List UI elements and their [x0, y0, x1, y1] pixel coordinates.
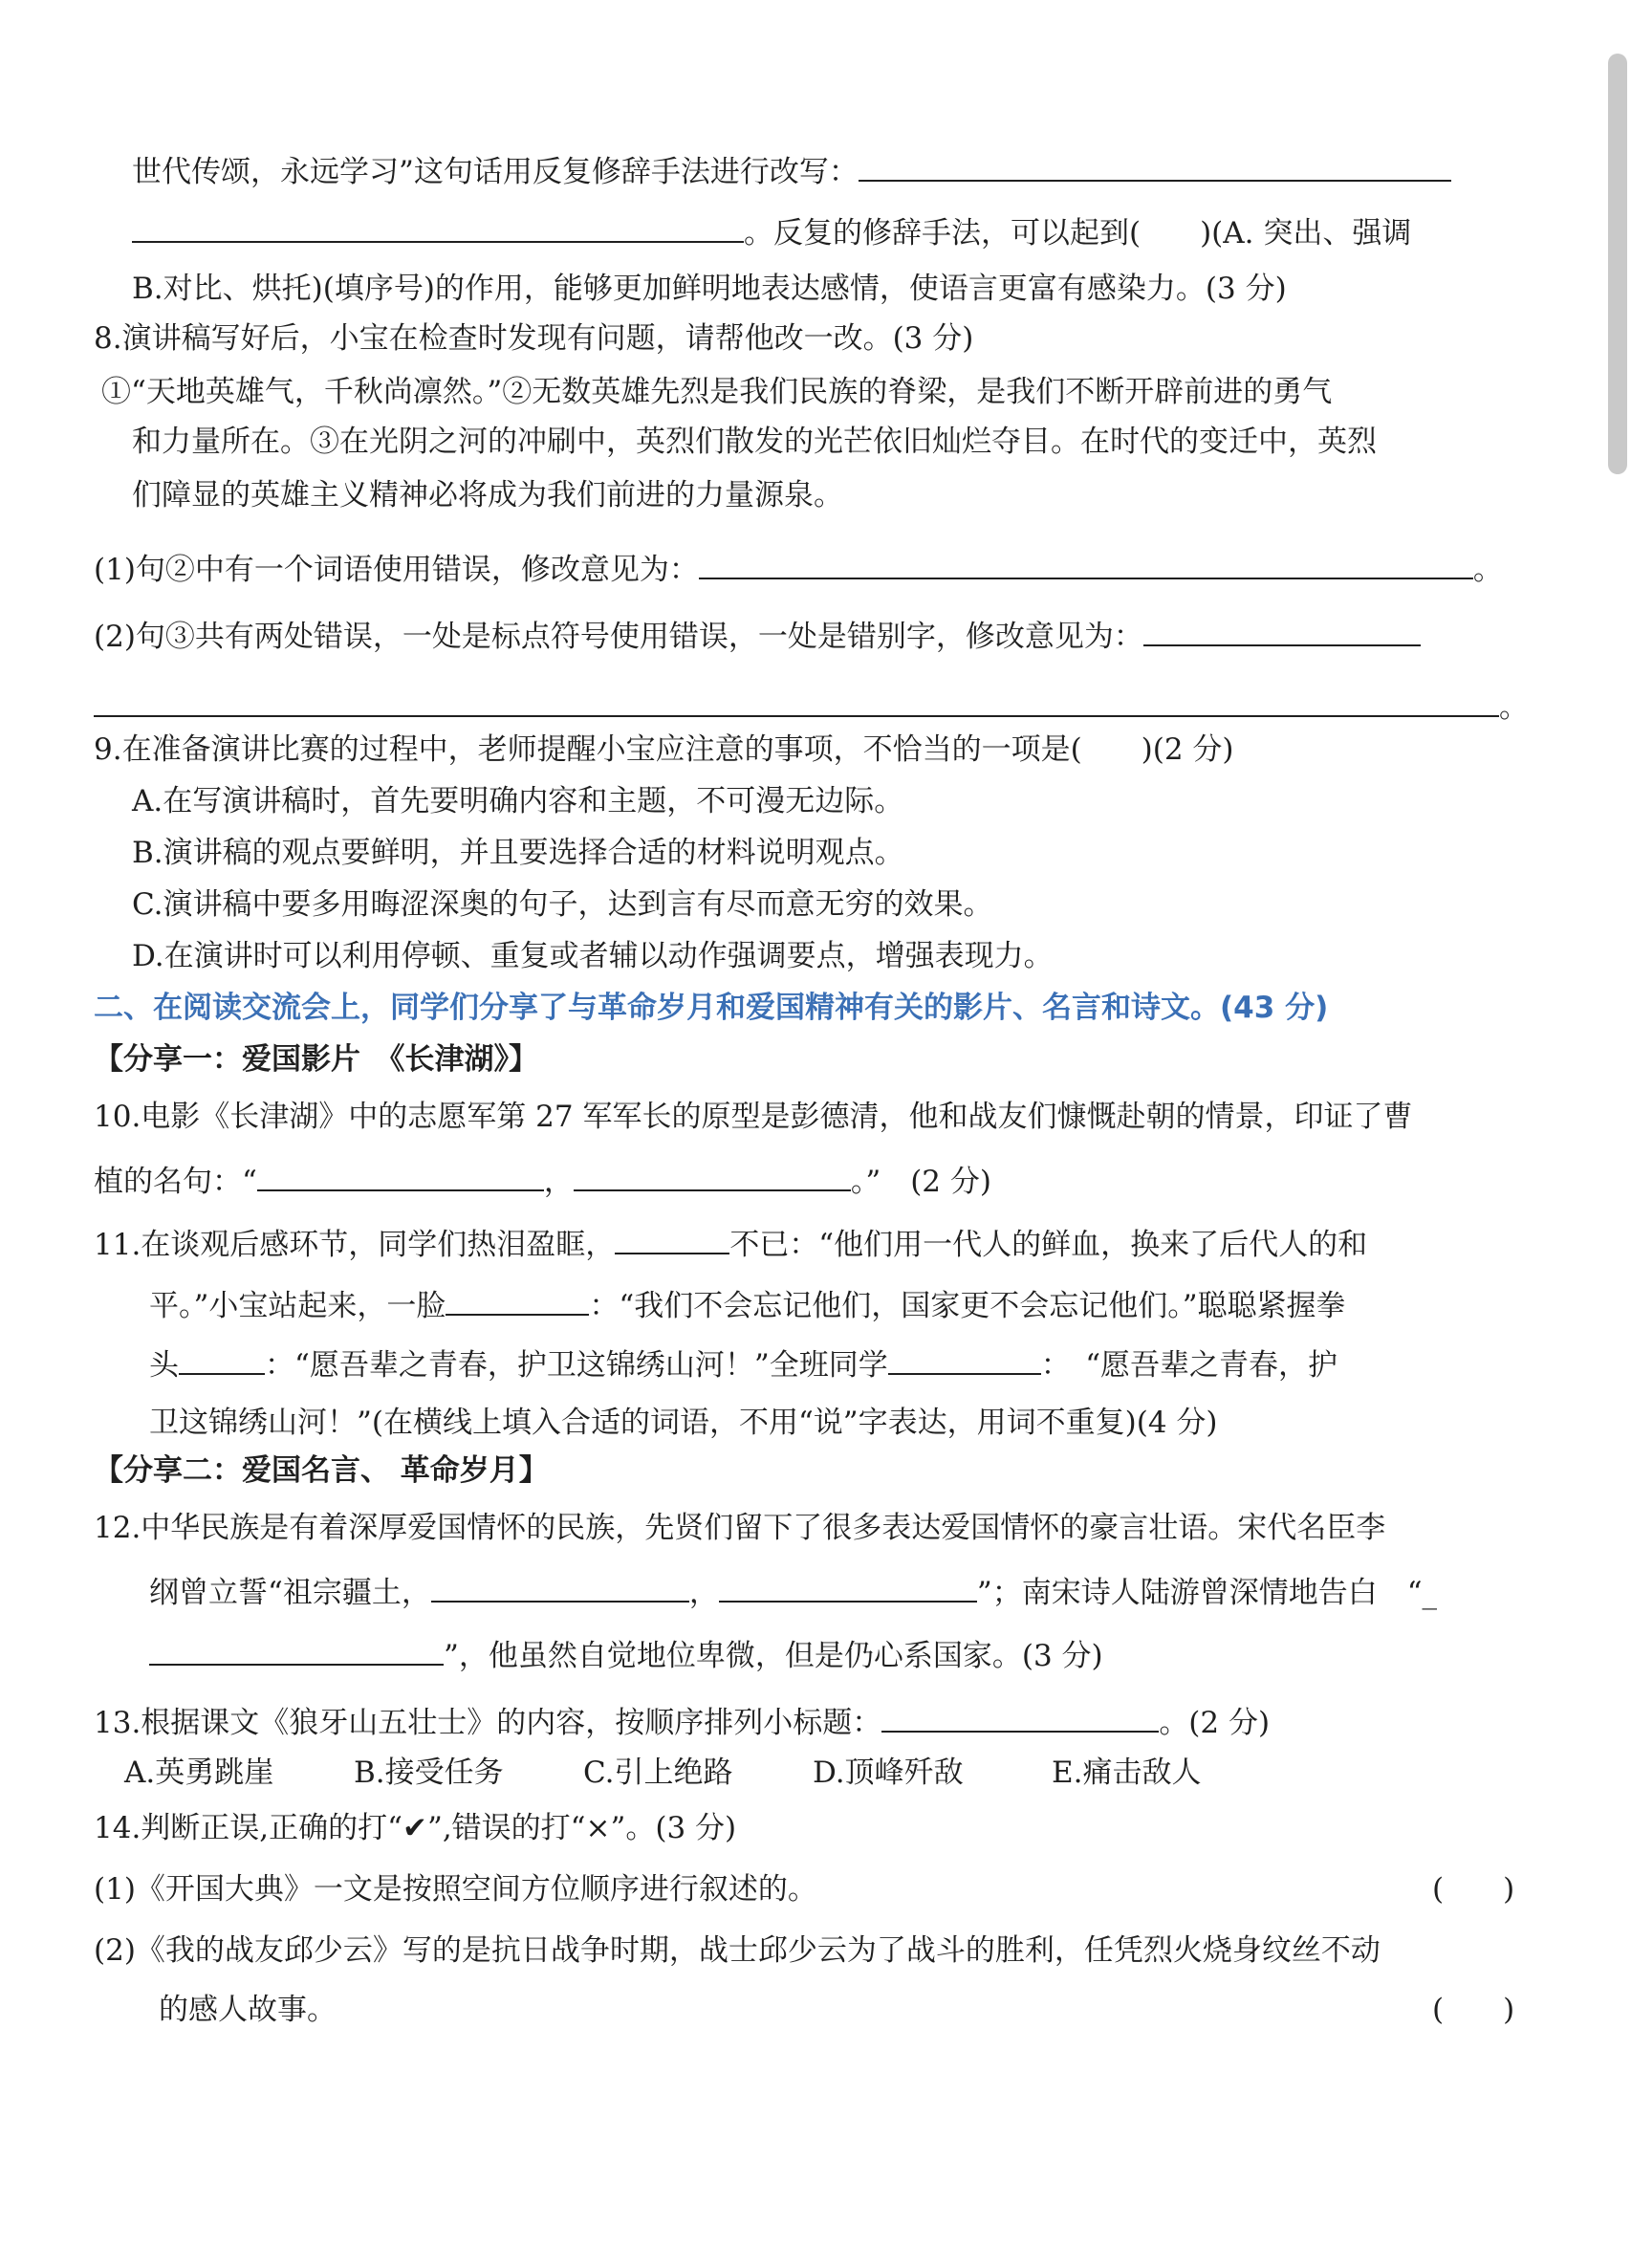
q11-text-2a: 平。”小宝站起来，一脸	[149, 1289, 446, 1323]
answer-blank[interactable]	[881, 1702, 1159, 1733]
q11-text-3c: ： “愿吾辈之青春，护	[1040, 1348, 1338, 1383]
q11-text-1a: 11.在谈观后感环节，同学们热泪盈眶，	[94, 1228, 616, 1262]
q14-statement-2: (2)《我的战友邱少云》写的是抗日战争时期，战士邱少云为了战斗的胜利，任凭烈火烧身纹丝不动	[94, 1933, 1381, 1968]
answer-blank[interactable]	[94, 687, 1499, 717]
q9-option-a: A.在写演讲稿时，首先要明确内容和主题，不可漫无边际。	[132, 784, 904, 818]
q8-sub-2	[94, 616, 1421, 656]
answer-blank[interactable]	[446, 1285, 589, 1316]
q14-title: 14.判断正误,正确的打“✔”,错误的打“×”。(3 分)	[94, 1811, 737, 1845]
q11-text-2b: ：“我们不会忘记他们，国家更不会忘记他们。”聪聪紧握拳	[589, 1289, 1346, 1323]
q11-line-1	[94, 1224, 1367, 1264]
answer-parentheses[interactable]: ( )	[1432, 1872, 1515, 1907]
q9-option-b: B.演讲稿的观点要鲜明，并且要选择合适的材料说明观点。	[132, 836, 904, 870]
q13-text-1a: 13.根据课文《狼牙山五壮士》的内容，按顺序排列小标题：	[94, 1706, 882, 1740]
q8-passage-1: ①“天地英雄气，千秋尚凛然。”②无数英雄先烈是我们民族的脊梁，是我们不断开辟前进的勇气	[101, 375, 1333, 409]
answer-blank[interactable]	[149, 1635, 444, 1666]
q13-option-d: D.顶峰歼敌	[813, 1756, 964, 1790]
q11-text-1b: 不已：“他们用一代人的鲜血，换来了后代人的和	[729, 1228, 1368, 1262]
q12-line-3	[149, 1635, 1103, 1675]
answer-blank[interactable]	[431, 1572, 689, 1603]
period: 。	[1499, 690, 1529, 725]
answer-blank[interactable]	[257, 1161, 544, 1191]
q11-line-2	[149, 1285, 1346, 1325]
scrollbar-thumb[interactable]	[1608, 54, 1627, 474]
period: 。	[1472, 553, 1503, 587]
q9-title: 9.在准备演讲比赛的过程中，老师提醒小宝应注意的事项，不恰当的一项是( )(2 分)	[94, 732, 1234, 767]
q10-text-2c: 。” (2 分)	[850, 1165, 991, 1199]
answer-blank[interactable]	[859, 151, 1451, 182]
answer-blank[interactable]	[719, 1572, 977, 1603]
answer-blank[interactable]	[132, 212, 744, 243]
comma: ，	[688, 1576, 719, 1610]
q9-option-c: C.演讲稿中要多用晦涩深奥的句子，达到言有尽而意无穷的效果。	[132, 887, 993, 922]
q11-line-3	[149, 1344, 1337, 1385]
q12-text-1: 12.中华民族是有着深厚爱国情怀的民族，先贤们留下了很多表达爱国情怀的豪言壮语。宋代名臣李	[94, 1511, 1386, 1545]
q8-passage-2: 和力量所在。③在光阴之河的冲刷中，英烈们散发的光芒依旧灿烂夺目。在时代的变迁中，英烈	[132, 425, 1377, 459]
share-2-heading: 【分享二：爱国名言、 革命岁月】	[94, 1453, 549, 1488]
q13-text-1b: 。(2 分)	[1159, 1706, 1271, 1740]
q13-option-c: C.引上绝路	[583, 1756, 733, 1790]
q9-option-d: D.在演讲时可以利用停顿、重复或者辅以动作强调要点，增强表现力。	[132, 939, 1054, 973]
q13-line-1	[94, 1702, 1270, 1742]
q7-text-3: B.对比、烘托)(填序号)的作用，能够更加鲜明地表达感情，使语言更富有感染力。(3 分)	[132, 272, 1287, 306]
q11-text-3b: ：“愿吾辈之青春，护卫这锦绣山河！”全班同学	[265, 1348, 888, 1383]
q8-title: 8.演讲稿写好后，小宝在检查时发现有问题，请帮他改一改。(3 分)	[94, 321, 974, 356]
q8-sub-2-cont	[94, 687, 1529, 727]
q7-text-2: 。反复的修辞手法，可以起到( )(A. 突出、强调	[744, 216, 1412, 251]
answer-blank[interactable]	[699, 549, 1473, 579]
answer-blank[interactable]	[574, 1161, 851, 1191]
q7-line-2	[132, 212, 1411, 252]
q8-sub-2-text: (2)句③共有两处错误，一处是标点符号使用错误，一处是错别字，修改意见为：	[94, 620, 1143, 654]
q12-text-3: ”，他虽然自觉地位卑微，但是仍心系国家。(3 分)	[444, 1639, 1103, 1673]
q14-statement-2-cont: 的感人故事。	[159, 1993, 337, 2027]
q10-text-1: 10.电影《长津湖》中的志愿军第 27 军军长的原型是彭德清，他和战友们慷慨赴朝的情景，印证了曹	[94, 1100, 1413, 1134]
q12-text-2c: ”；南宋诗人陆游曾深情地告白 “_	[976, 1576, 1438, 1610]
q13-option-b: B.接受任务	[354, 1756, 504, 1790]
q10-text-2a: 植的名句：“	[94, 1165, 257, 1199]
answer-parentheses[interactable]: ( )	[1432, 1993, 1515, 2027]
answer-blank[interactable]	[615, 1224, 729, 1254]
answer-blank[interactable]	[1143, 616, 1421, 646]
share-1-heading: 【分享一：爱国影片 《长津湖》】	[94, 1042, 538, 1077]
q7-line-1	[132, 151, 1451, 191]
q10-line-2	[94, 1161, 991, 1201]
q8-sub-1	[94, 549, 1503, 589]
q13-option-a: A.英勇跳崖	[124, 1756, 274, 1790]
q8-passage-3: 们障显的英雄主义精神必将成为我们前进的力量源泉。	[132, 478, 843, 512]
q7-text-1: 世代传颂，永远学习”这句话用反复修辞手法进行改写：	[132, 155, 859, 189]
answer-blank[interactable]	[179, 1344, 265, 1375]
q14-statement-1: (1)《开国大典》一文是按照空间方位顺序进行叙述的。	[94, 1872, 817, 1907]
q8-sub-1-text: (1)句②中有一个词语使用错误，修改意见为：	[94, 553, 699, 587]
q11-text-4: 卫这锦绣山河！”(在横线上填入合适的词语，不用“说”字表达，用词不重复)(4 分)	[149, 1406, 1218, 1440]
q13-option-e: E.痛击敌人	[1052, 1756, 1202, 1790]
answer-blank[interactable]	[888, 1344, 1041, 1375]
comma: ，	[543, 1165, 574, 1199]
section-2-heading: 二、在阅读交流会上，同学们分享了与革命岁月和爱国精神有关的影片、名言和诗文。(43 分)	[94, 991, 1329, 1025]
q12-text-2a: 纲曾立誓“祖宗疆土，	[149, 1576, 431, 1610]
q12-line-2	[149, 1572, 1437, 1612]
q11-text-3a: 头	[149, 1348, 179, 1383]
